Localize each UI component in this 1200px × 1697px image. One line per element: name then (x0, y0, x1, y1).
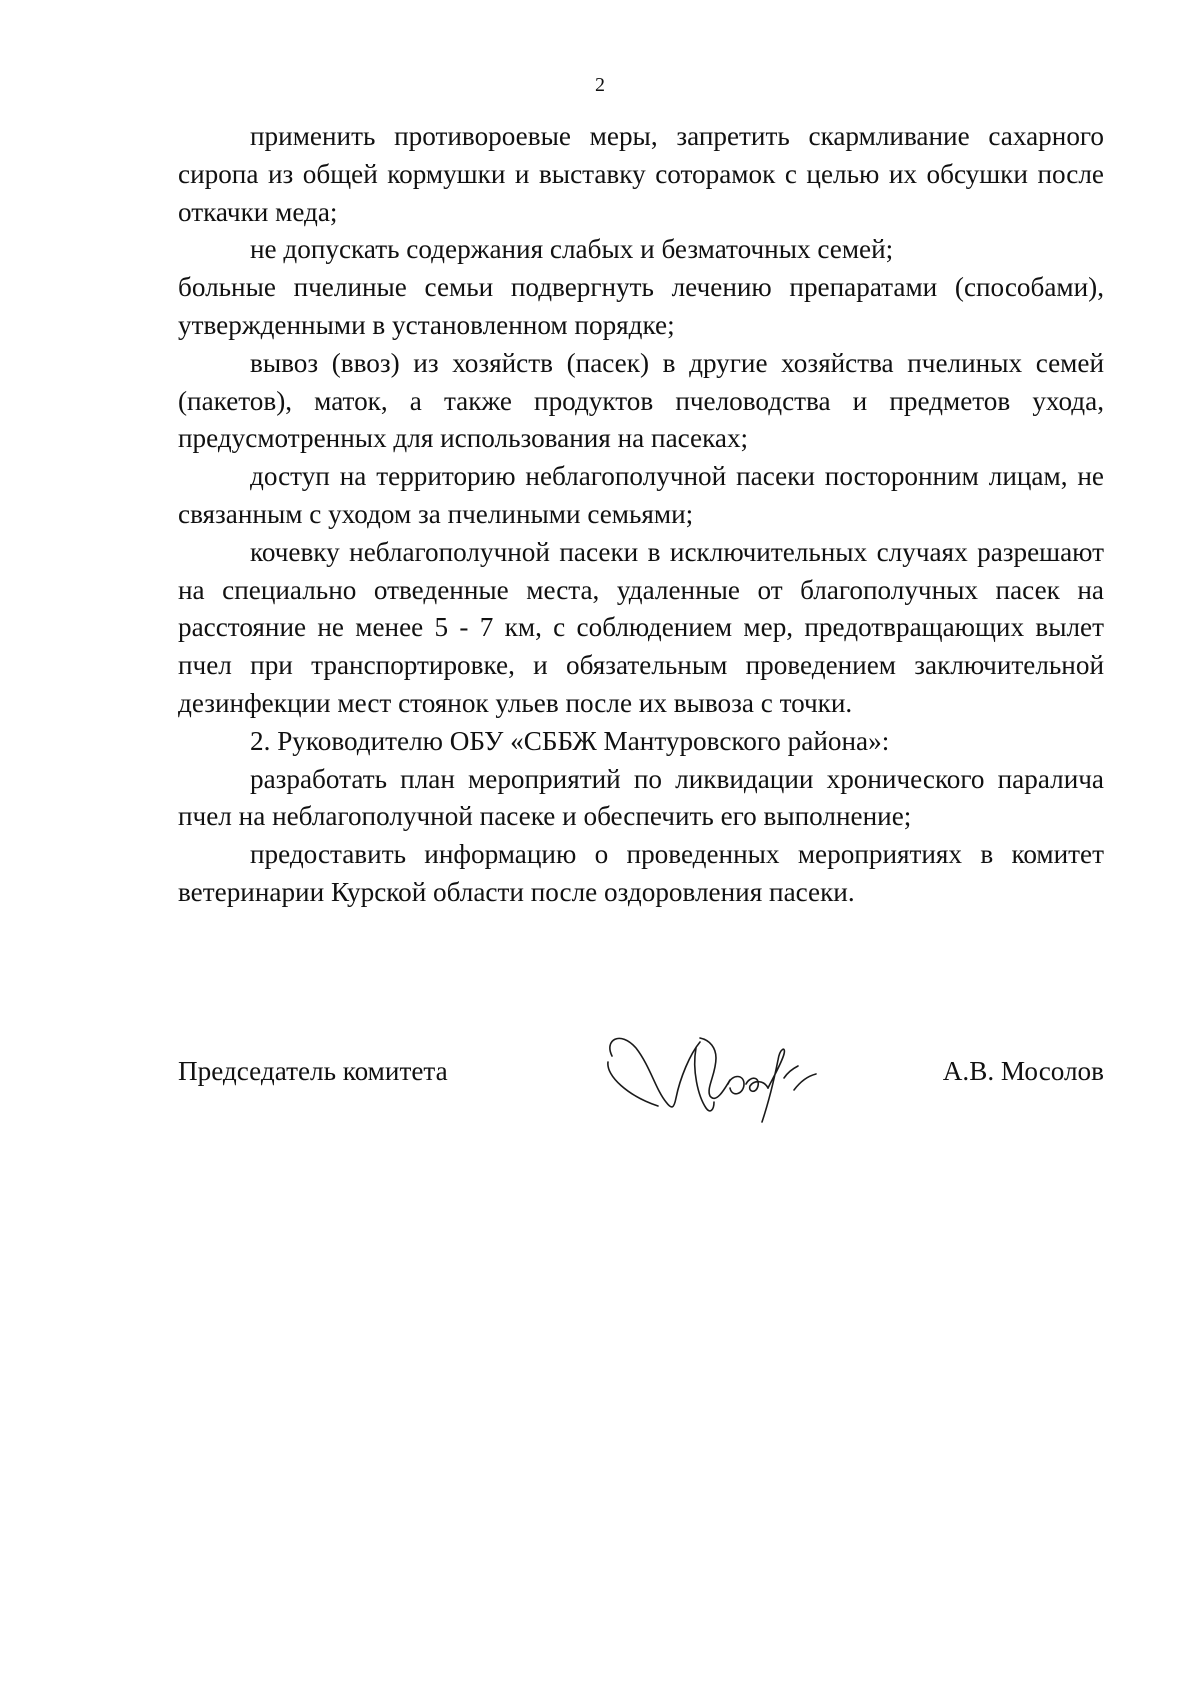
page-number: 2 (595, 74, 605, 96)
paragraph: разработать план мероприятий по ликвидации хронического паралича пчел на неблагополучной пасеке и обеспечить его выполнение; (178, 763, 1104, 832)
document-body (178, 118, 1104, 912)
paragraph: 2. Руководителю ОБУ «СББЖ Мантуровского района»: (250, 725, 890, 756)
paragraph: вывоз (ввоз) из хозяйств (пасек) в другие хозяйства пчелиных семей (пакетов), маток, а также продуктов пчеловодства и предметов ухода, предусмотренных для использования на пасеках; (178, 347, 1104, 454)
paragraph: больные пчелиные семьи подвергнуть лечению препаратами (способами), утвержденными в установленном порядке; (178, 272, 1104, 340)
signature-block (178, 1018, 1104, 1128)
paragraph: применить противороевые меры, запретить скармливание сахарного сиропа из общей кормушки и выставку соторамок с целью их обсушки после откачки меда; (178, 121, 1104, 227)
handwritten-signature (598, 1018, 858, 1128)
paragraph: не допускать содержания слабых и безматочных семей; (250, 234, 894, 265)
paragraph: кочевку неблагополучной пасеки в исключительных случаях разрешают на специально отведенные места, удаленные от благополучных пасек на расстояние не менее 5 - 7 км, с соблюдением мер, предотвращающих вылет пчел при транспортировке, и обязательным проведением заключительной дезинфекции мест стоянок ульев после их вывоза с точки. (178, 536, 1104, 718)
paragraph: предоставить информацию о проведенных мероприятиях в комитет ветеринарии Курской области после оздоровления пасеки. (178, 839, 1104, 907)
signatory-title: Председатель комитета (178, 1056, 448, 1086)
signatory-name: А.В. Мосолов (942, 1056, 1104, 1086)
paragraph: доступ на территорию неблагополучной пасеки посторонним лицам, не связанным с уходом за пчелиными семьями; (178, 461, 1104, 529)
